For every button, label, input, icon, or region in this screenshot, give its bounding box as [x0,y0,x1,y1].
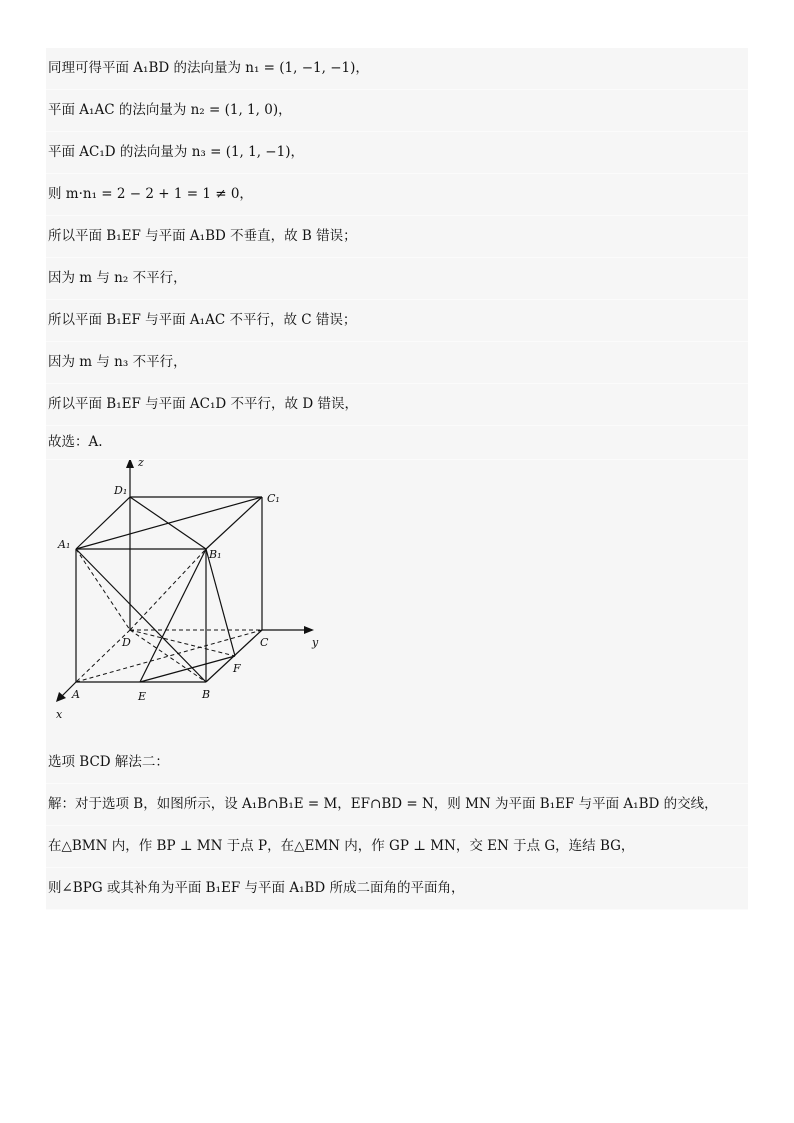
label-x: x [56,708,63,721]
label-z: z [138,460,144,469]
text-line-13: 在△BMN 内，作 BP ⊥ MN 于点 P，在△EMN 内，作 GP ⊥ MN，交 EN 于点 G，连结 BG， [46,826,748,868]
text-line-12: 解：对于选项 B，如图所示，设 A₁B∩B₁E = M，EF∩BD = N，则 MN 为平面 B₁EF 与平面 A₁BD 的交线， [46,784,748,826]
edge-B1F [206,549,235,656]
text-line-9: 所以平面 B₁EF 与平面 AC₁D 不平行，故 D 错误， [46,384,748,426]
z-arrow [126,460,134,468]
label-B: B [202,688,211,701]
text-line-10: 故选：A. [46,426,748,460]
edge-A1D [76,549,130,630]
edge-DB1 [130,549,206,630]
text-line-14: 则∠BPG 或其补角为平面 B₁EF 与平面 A₁BD 所成二面角的平面角， [46,868,748,910]
label-F: F [233,662,241,675]
label-A: A [72,688,80,701]
label-D: D [122,636,131,649]
cube-figure [46,460,748,742]
edge-A1B [76,549,206,682]
text-line-4: 则 m·n₁ = 2 − 2 + 1 = 1 ≠ 0， [46,174,748,216]
label-C: C [260,636,269,649]
text-line-2: 平面 A₁AC 的法向量为 n₂ = (1, 1, 0)， [46,90,748,132]
label-y: y [312,636,319,649]
label-C1: C₁ [267,492,280,505]
text-line-7: 所以平面 B₁EF 与平面 A₁AC 不平行，故 C 错误； [46,300,748,342]
text-line-5: 所以平面 B₁EF 与平面 A₁BD 不垂直，故 B 错误； [46,216,748,258]
label-B1: B₁ [209,548,222,561]
text-line-8: 因为 m 与 n₃ 不平行， [46,342,748,384]
cube-diagram-svg [46,460,748,742]
y-arrow [304,626,314,634]
edge-B1E [140,549,206,682]
label-A1: A₁ [58,538,71,551]
label-E: E [138,690,147,703]
text-line-6: 因为 m 与 n₂ 不平行， [46,258,748,300]
edge-DF [130,630,235,656]
text-line-3: 平面 AC₁D 的法向量为 n₃ = (1, 1, −1)， [46,132,748,174]
text-line-1: 同理可得平面 A₁BD 的法向量为 n₁ = (1, −1, −1)， [46,48,748,90]
solution-panel [46,48,748,910]
text-line-11: 选项 BCD 解法二： [46,742,748,784]
label-D1: D₁ [114,484,128,497]
